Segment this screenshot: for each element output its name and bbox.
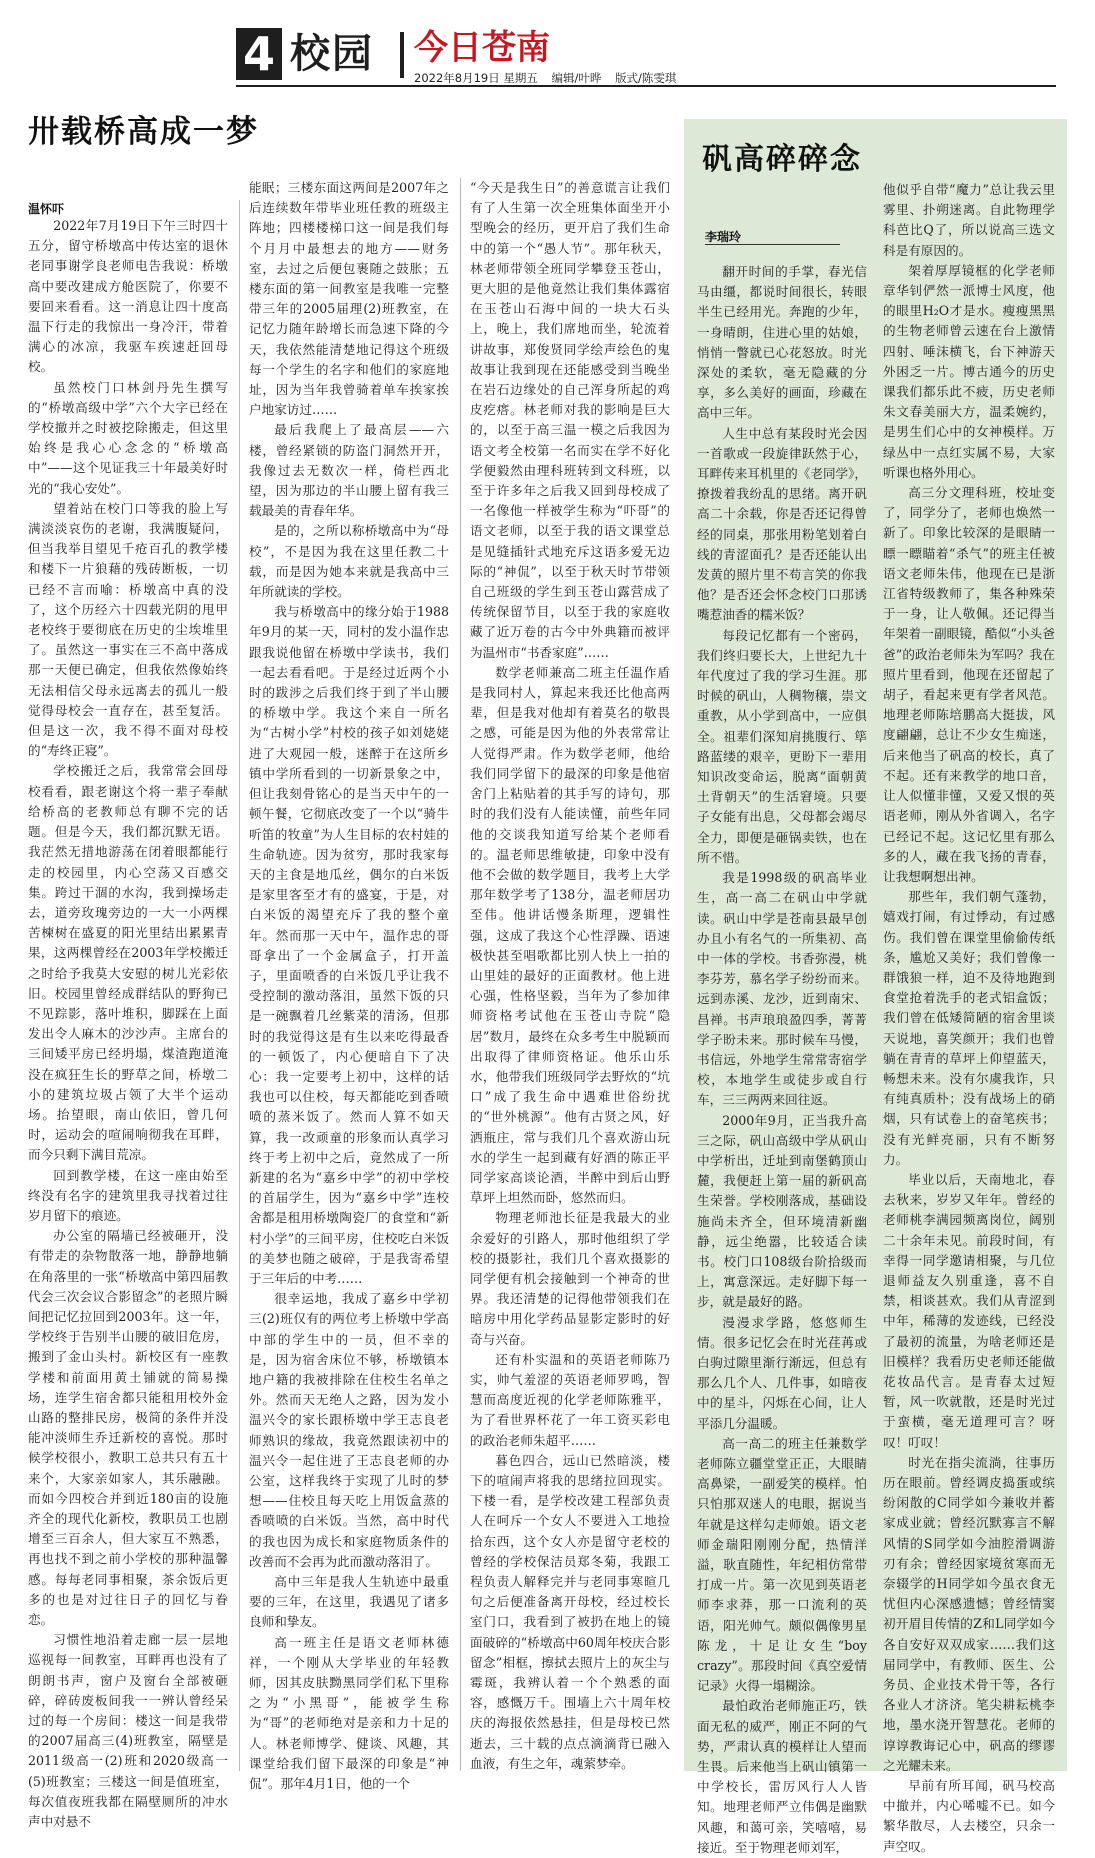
issue-meta bbox=[414, 70, 686, 86]
paragraph: 办公室的隔墙已经被砸开，没有带走的杂物散落一地，静静地躺在角落里的一张“桥墩高中第四届教代会三次会议合影留念”的老照片瞬间把记忆拉回到2003年。这一年，学校终于告别半山腰的破旧危房，搬到了金山头村。新校区有一座教学楼和前面用黄土铺就的简易操场，连学生宿舍都只能租用校外金山路的整排民房，极简的条件并没能冲淡师生乔迁新校的喜悦。那时候学校很小，教职工总共只有五十来个，大家亲如家人，其乐融融。而如今四校合并到近180亩的设施齐全的现代化新校，教职员工也剧增至三百余人，但大家互不熟悉，再也找不到之前小学校的那种温馨感。每每老同事相聚，茶余饭后更多的也是对过往日子的回忆与眷恋。 bbox=[28, 1228, 228, 1628]
paragraph: 高中三年是我人生轨迹中最重要的三年，在这里，我遇见了诸多良师和挚友。 bbox=[249, 1574, 449, 1630]
paragraph: “今天是我生日”的善意谎言让我们有了人生第一次全班集体面坐开小型晚会的经历，更开启了我们生命中的第一个“愚人节”。那年秋天，林老师带领全班同学攀登玉苍山，更大胆的是他竟然让我们集体露宿在玉苍山石海中间的一块大石头上，晚上，我们席地而坐，轮流着讲故事，郑俊贤同学绘声绘色的鬼故事让我到现在还能感受到当晚坐在岩石边缘处的自己浑身所起的鸡皮疙瘩。林老师对我的影响是巨大的，以至于高三温一模之后我因为语文考全校第一名而实在学不好化学便毅然由理科班转到文科班，以至于许多年之后我又回到母校成了一名像他一样被学生称为“吓哥”的语文老师，以至于我的语文课堂总是见缝插针式地充斥这语多爱无边际的“神侃”，以至于秋天时节带领自己班级的学生到玉苍山露营成了传统保留节目，以至于我的家庭收藏了近万卷的古今中外典籍而被评为温州市“书香家庭”…… bbox=[470, 180, 670, 660]
article2-column-2 bbox=[883, 180, 1055, 1854]
article1-column-2 bbox=[249, 178, 449, 1792]
issue-date: 2022年8月19日 星期五 bbox=[414, 71, 538, 85]
paragraph: 那些年，我们朝气蓬勃，嬉戏打闹，有过悸动，有过感伤。我们曾在课堂里偷偷传纸条，尴尬又美好；我们曾像一群饿狼一样，迫不及待地跑到食堂抢着洗手的老式铝盒饭；我们曾在低矮简陋的宿舍里谈天说地，喜笑颜开；我们也曾躺在青青的草坪上仰望蓝天，畅想未来。没有尔虞我诈，只有纯真质朴；没有战场上的硝烟，只有试卷上的奋笔疾书；没有光鲜亮丽，只有不断努力。 bbox=[883, 889, 1055, 1167]
paragraph: 物理老师池长征是我最大的业余爱好的引路人，那时他组织了学校的摄影社，我们几个喜欢摄影的同学便有机会接触到一个神奇的世界。我还清楚的记得他带领我们在暗房中用化学药品显影定影时的好奇与兴奋。 bbox=[470, 1210, 670, 1347]
page-number: 4 bbox=[236, 28, 282, 80]
paragraph: 翻开时间的手掌，春光信马由缰，都说时间很长，转眼半生已经用光。奔跑的少年，一身晴朗，住进心里的姑娘，悄悄一瞥就已心花怒放。时光深处的柔软，毫无隐藏的分享，多么美好的画面，珍藏在高中三年。 bbox=[697, 264, 867, 421]
paragraph: 毕业以后，天南地北，春去秋来，岁岁又年年。曾经的老师桃李满园频离岗位，阔别二十余年未见。前段时间，有幸得一同学邀请相聚，与几位退师益友久别重逢，喜不自禁，相谈甚欢。我们从青涩到中年，稀薄的发迹线，已经没了最初的流量，为啥老师还是旧模样？我看历史老师还能做花妆品代言。是青春太过短暂，风一吹就散，还是时光过于蛮横，毫无道理可言？呀叹！叮叹！ bbox=[883, 1171, 1055, 1450]
article2-title: 矾高碎碎念 bbox=[702, 142, 862, 177]
article1-author: 温怀吓 bbox=[28, 202, 65, 216]
article2-column-1 bbox=[697, 262, 868, 1855]
masthead-divider bbox=[400, 32, 404, 78]
editor-credit: 编辑/叶晔 bbox=[551, 71, 602, 85]
section-name: 校园 bbox=[290, 31, 374, 77]
article1-title: 卅载桥高成一梦 bbox=[28, 114, 259, 150]
paragraph: 早前有所耳闻，矾马校高中撤并，内心唏嘘不已。如今繁华散尽，人去楼空，只余一声空叹。 bbox=[883, 1778, 1055, 1854]
paragraph: 回到教学楼，在这一座由始至终没有名字的建筑里我寻找着过往岁月留下的痕迹。 bbox=[28, 1167, 228, 1223]
paragraph: 还有朴实温和的英语老师陈乃实，帅气羞涩的英语老师罗鸣，智慧而高度近视的化学老师陈雅平，为了看世界杯花了一年工资买彩电的政治老师朱超平…… bbox=[470, 1351, 670, 1448]
column-divider bbox=[239, 200, 240, 1771]
masthead-rule bbox=[236, 85, 1056, 87]
paragraph: 学校搬迁之后，我常常会回母校看看，跟老谢这个将一辈子奉献给桥高的老教师总有聊不完的话题。但是今天，我们都沉默无语。我茫然无措地游荡在闭着眼都能行走的校园里，内心空荡又百感交集。跨过干涸的水沟，我到操场走去，道旁玫瑰旁边的一大一小两棵苦楝树在盛夏的阳光里结出累累青果，这两棵曾经在2003年学校搬迁之时给予我莫大安慰的树儿光彩依旧。校园里曾经成群结队的野狗已不见踪影，落叶堆积，脚踩在上面发出令人麻木的沙沙声。主席台的三间矮平房已经坍塌，煤渣跑道淹没在疯狂生长的野草之间，桥墩二小的建筑垃圾占领了大半个运动场。抬望眼，南山依旧，曾几何时，运动会的喧闹响彻我在耳畔，而今只剩下满目荒凉。 bbox=[28, 763, 228, 1163]
paragraph: 架着厚厚镜框的化学老师章华钊俨然一派博士风度，他的眼里H₂O才是水。瘦瘦黑黑的生物老师曾云速在台上激情四射、唾沫横飞，台下神游天外困乏一片。博古通今的历史课我们都乐此不疲，历史老师朱文春美丽大方，温柔婉约，是男生们心中的女神模样。万绿丛中一点红实属不易，大家听课也格外用心。 bbox=[883, 262, 1055, 480]
paragraph: 高一班主任是语文老师林德祥，一个刚从大学毕业的年轻教师，因其皮肤黝黑同学们私下里称之为“小黑哥”，能被学生称为“哥”的老师绝对是亲和力十足的人。林老师博学、健谈、风趣，其课堂给我们留下最深的印象是“神侃”。那年4月1日，他的一个 bbox=[249, 1634, 449, 1792]
paragraph: 虽然校门口林剑丹先生撰写的“桥墩高级中学”六个大字已经在学校撤并之时被挖除搬走，但这里始终是我心心念念的“桥墩高中”——这个见证我三十年最美好时光的“我心安处”。 bbox=[28, 379, 228, 496]
paragraph: 时光在指尖流淌，往事历历在眼前。曾经调皮捣蛋或缤纷闲散的C同学如今兼收并蓄家成业就；曾经沉默寡言不解风情的S同学如今油腔滑调游刃有余；曾经因家境贫寒而无奈辍学的H同学如今虽衣食无忧但内心深感遗憾；曾经情窦初开眉目传情的Z和L同学如今各自安好双双成家……我们这届同学中，有教师、医生、公务员、企业技术骨干等，各行各业人才济济。笔尖耕耘桃李地，墨水浇开智慧花。老师的谆谆教诲记心中，矾高的缪谬之光耀未来。 bbox=[883, 1454, 1055, 1773]
article1-column-1 bbox=[28, 216, 228, 1830]
paragraph: 漫漫求学路，悠悠师生情。很多记忆会在时光荏苒或白驹过隙里渐行渐远，但总有那么几个人、几件事，如暗夜中的星斗，闪烁在心间，让人平添几分温暖。 bbox=[697, 1314, 867, 1431]
paragraph: 每段记忆都有一个密码，我们终归要长大，上世纪九十年代度过了我的学习生涯。那时候的矾山，人稠物穰，崇文重教，从小学到高中，一应俱全。祖辈们深知肩挑腹行、筚路蓝缕的艰辛，更盼下一辈用知识改变命运，脱离“面朝黄土背朝天”的生活窘境。只要子女能有出息，父母都会竭尽全力，即便是砸锅卖铁，也在所不惜。 bbox=[697, 627, 867, 865]
article1-column-3 bbox=[470, 178, 670, 1771]
paragraph: 2022年7月19日下午三时四十五分，留守桥墩高中传达室的退休老同事谢学良老师电告我说：桥墩高中要改建成方舱医院了，你要不要回来看看。这一消息让四十度高温下行走的我惊出一身冷汗，带着满心的冰凉，我驱车疾速赶回母校。 bbox=[28, 218, 228, 375]
paragraph: 很幸运地，我成了嘉乡中学初三(2)班仅有的两位考上桥墩中学高中部的学生中的一员，但不幸的是，因为宿舍床位不够，桥墩镇本地户籍的我被排除在住校生名单之外。然而天无绝人之路，因为发小温兴令的家长跟桥墩中学王志良老师熟识的缘故，我竟然跟读初中的温兴令一起住进了王志良老师的办公室，这样我终于实现了儿时的梦想——住校且每天吃上用饭盒蒸的香喷喷的白米饭。当然，高中时代的我也因为成长和家庭物质条件的改善而不会再为此而激动落泪了。 bbox=[249, 1291, 449, 1569]
paragraph: 能眠；三楼东面这两间是2007年之后连续数年带毕业班任教的班级主阵地；四楼楼梯口这一间是我们每个月月中最想去的地方——财务室，去过之后便包裹随之鼓胀；五楼东面的第一间教室是我唯一完整带三年的2005届理(2)班教室，在记忆力随年龄增长而急速下降的今天，我依然能清楚地记得这个班级每一个学生的名字和他们的家庭地址，因为当年我曾骑着单车挨家挨户地家访过…… bbox=[249, 180, 449, 418]
article2-author: 李瑞玲 bbox=[705, 230, 742, 244]
paragraph: 我与桥墩高中的缘分始于1988年9月的某一天，同村的发小温作忠跟我说他留在桥墩中学读书，我们一起去看看吧。于是经过近两个小时的跋涉之后我们终于到了半山腰的桥墩中学。我这个来自一所名为“古树小学”村校的孩子如刘姥姥进了大观园一般，迷醉于在这所乡镇中学所看到的一切新景象之中，但让我刻骨铭心的是当天中午的一顿午餐，它彻底改变了一个以“骑牛听笛的牧童”为人生目标的农村娃的生命轨迹。因为贫穷，那时我家每天的主食是地瓜丝，偶尔的白米饭是家里客至才有的盛宴，于是，对白米饭的渴望充斥了我的整个童年。然而那一天中午，温作忠的哥哥拿出了一个金属盒子，打开盖子，里面喷香的白米饭几乎让我不受控制的激动落泪，虽然下饭的只是一碗飘着几丝紫菜的清汤，但那时的我觉得这是有生以来吃得最香的一顿饭了，内心便暗自下了决心：我一定要考上初中，这样的话我也可以住校，每天都能吃到香喷喷的蒸米饭了。然而人算不如天算，我一改顽童的形象而认真学习终于考上初中之后，竟然成了一所新建的名为“嘉乡中学”的初中学校的首届学生，因为“嘉乡中学”连校舍都是租用桥墩陶瓷厂的食堂和“新村小学”的三间平房，住校吃白米饭的美梦也随之破碎，于是我寄希望于三年后的中考…… bbox=[249, 604, 449, 1286]
paragraph: 数学老师兼高二班主任温作盾是我同村人，算起来我还比他高两辈，但是我对他却有着莫名的敬畏之感，可能是因为他的外表常常让人觉得严肃。作为数学老师，他给我们同学留下的最深的印象是他宿舍门上粘贴着的其手写的诗句，那时的我们没有人能读懂，前些年同他的交谈我知道写给某个老师看的。温老师思维敏捷，印象中没有他不会做的数学题目，我考上大学那年数学考了138分，温老师居功至伟。他讲话慢条斯理，逻辑性强，这成了我这个心性浮躁、语速极快甚至唱歌都比别人快上一拍的山里娃的最好的正面教材。他上进心强，性格坚毅，当年为了参加律师资格考试他在玉苍山寺院“隐居”数月，最终在众多考生中脱颖而出取得了律师资格证。他乐山乐水，他带我们班级同学去野炊的“坑口”成了我生命中遇难世俗纷扰的“世外桃源”。他有古贤之风，好洒瓶庄，常与我们几个喜欢游山玩水的学生一起到藏有好酒的陈正平同学家高谈论酒，半醉中到后山野草坪上坦然而卧，悠然而归。 bbox=[470, 664, 670, 1206]
byline-rule bbox=[705, 244, 840, 245]
paragraph: 暮色四合，远山已然暗淡，楼下的喧闹声将我的思绪拉回现实。下楼一看，是学校改建工程部负责人在呵斥一个女人不要进入工地捡拾东西，这个女人亦是留守老校的曾经的学校保洁员郑冬菊，我跟工程负责人解释完并与老同事寒暄几句之后便准备离开母校，经过校长室门口，我看到了被扔在地上的镜面破碎的“桥墩高中60周年校庆合影留念”相框，擦拭去照片上的灰尘与霉斑，我辨认着一个个熟悉的面容，感慨万千。围墙上六十周年校庆的海报依然悬挂，但是母校已然逝去，三十载的点点滴滴背已融入血液，有生之年，魂萦梦牵。 bbox=[470, 1452, 670, 1771]
paragraph: 他似乎自带“魔力”总让我云里雾里、扑朔迷离。自此物理学科芭比Q了，所以说高三选文科是有原因的。 bbox=[883, 182, 1055, 258]
paragraph: 最后我爬上了最高层——六楼，曾经紧锁的防盗门洞然开开，我像过去无数次一样，倚栏西北望，因为那边的半山腰上留有我三载最美的青春年华。 bbox=[249, 422, 449, 519]
paragraph: 习惯性地沿着走廊一层一层地巡视每一间教室，耳畔再也没有了朗朗书声，窗户及窗台全部被砸碎，碎砖废板间我一一辨认曾经呆过的每一个房间：楼这一间是我带的2007届高三(4)班教室，隔壁是2011级高一(2)班和2020级高一(5)班教室；三楼这一间是值班室，每次值夜班我都在隔壁厕所的冲水声中对悬不 bbox=[28, 1632, 228, 1830]
paragraph: 高三分文理科班，校址变了，同学分了，老师也焕然一新了。印象比较深的是眼睛一瞟一瞟瞄着“杀气”的班主任被语文老师朱伟，他现在已是浙江省特级教师了，集各种殊荣于一身，让人敬佩。还记得当年架着一副眼镜，酷似“小头爸爸”的政治老师朱为军吗？我在照片里看到，他现在还留起了胡子，看起来更有学者风范。地理老师陈培鹏高大挺拔，风度翩翩，总让不少女生痴迷，后来他当了矾高的校长，真了不起。还有来教学的地口音，让人似懂非懂，又爱又恨的英语老师，刚从外省调入，名字已经记不起。这记忆里有那么多的人，藏在我飞扬的青春，让我想啊想出神。 bbox=[883, 485, 1055, 884]
column-divider bbox=[460, 178, 461, 1771]
newspaper-brand: 今日苍南 bbox=[414, 28, 550, 68]
paragraph: 我是1998级的矾高毕业生，高一高二在矾山中学就读。矾山中学是苍南县最早创办且小有名气的一所集初、高中一体的学校。书香弥漫，桃李芬芳，慕名学子纷纷而来。远到赤溪、龙沙，近到南宋、昌禅。书声琅琅盈四季，菁菁学子盼未来。那时候车马慢，书信远，外地学生常常寄宿学校，本地学生或徒步或自行车，三三两两来回往返。 bbox=[697, 870, 867, 1108]
paragraph: 是的，之所以称桥墩高中为“母校”，不是因为我在这里任教二十载，而是因为她本来就是我高中三年所就读的学校。 bbox=[249, 523, 449, 600]
paragraph: 人生中总有某段时光会因一首歌或一段旋律跃然于心，耳畔传来耳机里的《老同学》，撩拨着我纷乱的思绪。离开矾高二十余载，你是否还记得曾经的同桌，那张用粉笔划着白线的青涩面孔？是否还能认出发黄的照片里不苟言笑的你我他？是否还会怀念校门口那诱嘴惹油香的糯米饭？ bbox=[697, 425, 868, 623]
layout-credit: 版式/陈雯琪 bbox=[615, 71, 677, 85]
paragraph: 最怕政治老师施正巧，铁面无私的威严，刚正不阿的气势，严肃认真的模样让人望而生畏。后来他当上矾山镇第一中学校长，雷厉风行人人皆知。地理老师严立伟偶是幽默风趣，和蔼可亲，笑嘻嘻，易接近。至于物理老师刘军， bbox=[697, 1698, 867, 1855]
paragraph: 高一高二的班主任兼数学老师陈立疆堂堂正正，大眼睛高鼻梁，一副爱笑的模样。怕只怕那双迷人的电眼，据说当年就是这样勾走师娘。语文老师金瑞阳刚刚分配，热情洋溢，耿直随性，年纪相仿常带打成一片。第一次见到英语老师李求莽，那一口流利的英语，阳光帅气。颇似偶像男星陈龙，十足让女生“boy crazy”。那段时间《真空爱情记录》火得一塌糊涂。 bbox=[697, 1435, 867, 1694]
paragraph: 2000年9月，正当我升高三之际，矾山高级中学从矾山中学析出，迁址到南堡鹤顶山麓，我便赶上第一届的新矾高生荣誉。学校刚落成，基础设施尚未齐全，但环境清新幽静，远尘绝嚣，比较适合读书。校门口108级台阶拾级而上，寓意深远。走好脚下每一步，就是最好的路。 bbox=[697, 1112, 867, 1310]
paragraph: 望着站在校门口等我的脸上写满淡淡哀伤的老谢，我满腹疑问，但当我举目望见千疮百孔的教学楼和楼下一片狼藉的残砖断板，一切已经不言而喻：桥墩高中真的没了，这个历经六十四载光阴的甩甲老校终于要彻底在历史的尘埃堆里了。虽然这一事实在三不高中落成那一天便已确定，但我依然像始终无法相信父母永远离去的孤儿一般觉得母校会一直存在，甚至复活。但是这一次，我不得不面对母校的“寿终正寝”。 bbox=[28, 500, 228, 759]
